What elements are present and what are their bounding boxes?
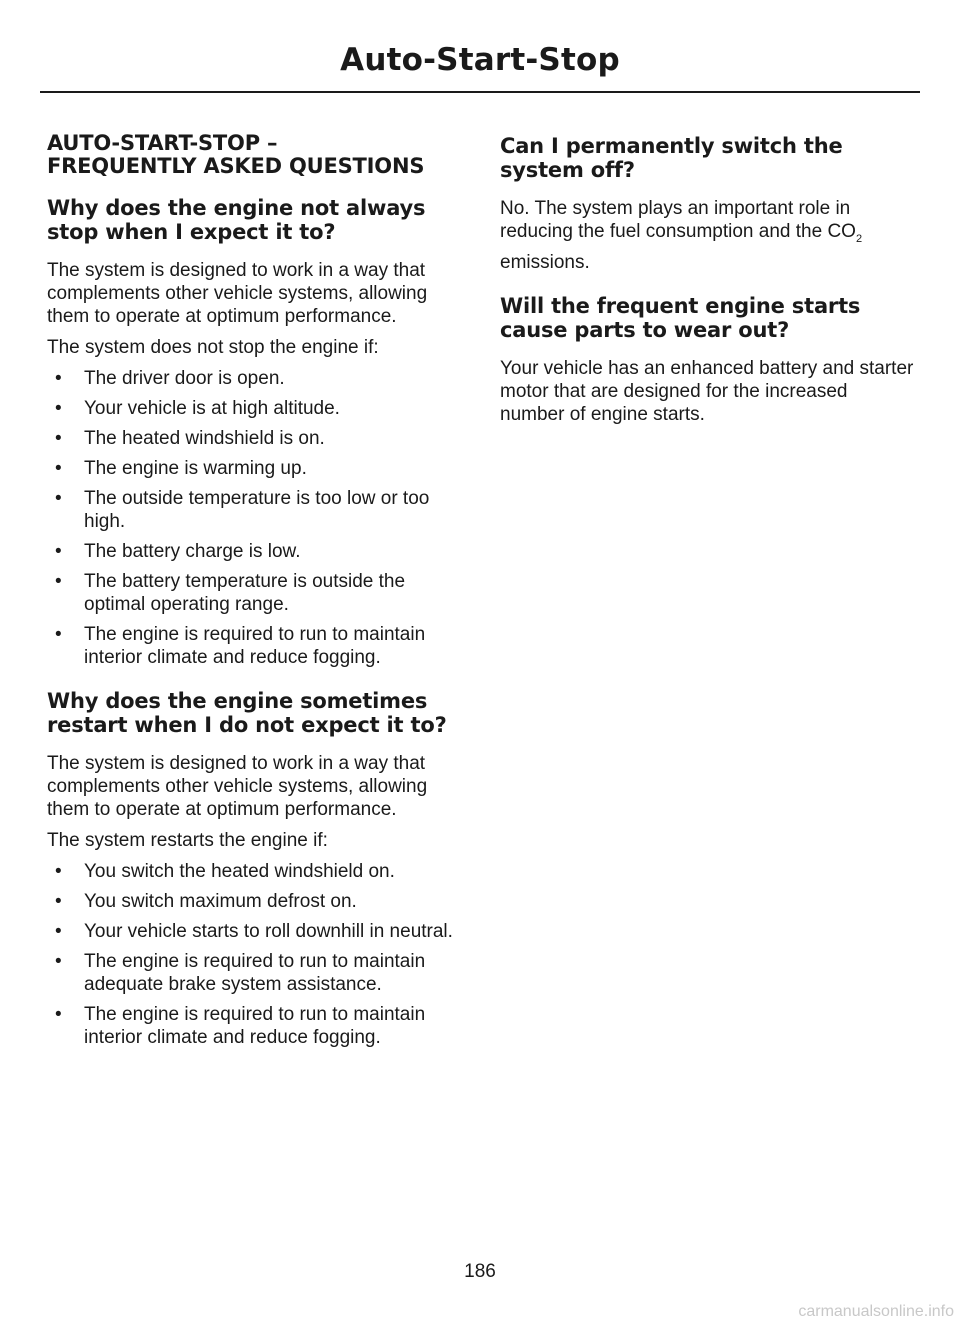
bullet-icon: • [55, 861, 62, 882]
list-item-text: The heated windshield is on. [84, 428, 325, 449]
list-item [47, 397, 461, 420]
list-item-text: The engine is required to run to maintain interior climate and reduce fogging. [84, 1004, 426, 1048]
list-item-text: Your vehicle starts to roll downhill in neutral. [84, 921, 453, 942]
q3-paragraph [500, 197, 914, 274]
q2-bullet-list [47, 860, 461, 1049]
list-item [47, 540, 461, 563]
list-item-text: The engine is warming up. [84, 458, 307, 479]
q4-paragraph: Your vehicle has an enhanced battery and starter motor that are designed for the increased number of engine starts. [500, 357, 914, 425]
bullet-icon: • [55, 428, 62, 449]
list-item [47, 1003, 461, 1049]
list-item-text: You switch maximum defrost on. [84, 891, 357, 912]
bullet-icon: • [55, 921, 62, 942]
q3-text: No. The system plays an important role in reducing the fuel consumption and the CO [500, 198, 856, 242]
list-item-text: The battery temperature is outside the optimal operating range. [84, 571, 406, 615]
page-number: 186 [464, 1261, 496, 1282]
page-header-title: Auto-Start-Stop [340, 42, 620, 78]
list-item [47, 427, 461, 450]
list-item-text: The driver door is open. [84, 368, 285, 389]
q1-paragraph-2: The system does not stop the engine if: [47, 337, 379, 358]
section-title-line1: AUTO-START-STOP – [47, 131, 278, 155]
q2-heading-line2: restart when I do not expect it to? [47, 713, 447, 737]
list-item [47, 860, 461, 883]
q1-heading [47, 196, 461, 244]
list-item [47, 890, 461, 913]
list-item-text: The battery charge is low. [84, 541, 301, 562]
list-item [47, 570, 461, 616]
bullet-icon: • [55, 951, 62, 972]
bullet-icon: • [55, 541, 62, 562]
list-item [47, 950, 461, 996]
q1-heading-line2: stop when I expect it to? [47, 220, 336, 244]
q2-paragraph-2: The system restarts the engine if: [47, 830, 328, 851]
list-item-text: The outside temperature is too low or too high. [84, 488, 430, 532]
list-item [47, 487, 461, 533]
section-title-line2: FREQUENTLY ASKED QUESTIONS [47, 154, 425, 178]
list-item [47, 623, 461, 669]
list-item [47, 457, 461, 480]
q3-heading-line1: Can I permanently switch the [500, 134, 843, 158]
q4-heading-line1: Will the frequent engine starts [500, 293, 861, 318]
bullet-icon: • [55, 398, 62, 419]
bullet-icon: • [55, 624, 62, 645]
bullet-icon: • [55, 891, 62, 912]
list-item-text: The engine is required to run to maintain adequate brake system assistance. [84, 951, 426, 995]
header-divider [40, 91, 920, 93]
list-item-text: You switch the heated windshield on. [84, 861, 395, 882]
q1-heading-line1: Why does the engine not always [47, 196, 426, 220]
co2-subscript: 2 [855, 232, 863, 245]
q1-paragraph-1: The system is designed to work in a way that complements other vehicle systems, allowing them to operate at optimum performance. [47, 260, 428, 327]
q2-heading [47, 689, 461, 737]
q3-heading [500, 134, 914, 182]
list-item [47, 920, 461, 943]
q3-text-end: emissions. [500, 251, 590, 273]
list-item [47, 367, 461, 390]
q4-heading-line2: cause parts to wear out? [500, 317, 790, 342]
q2-heading-line1: Why does the engine sometimes [47, 689, 428, 713]
list-item-text: The engine is required to run to maintain interior climate and reduce fogging. [84, 624, 426, 668]
q4-heading [500, 294, 914, 342]
bullet-icon: • [55, 488, 62, 509]
list-item-text: Your vehicle is at high altitude. [84, 398, 340, 419]
watermark: carmanualsonline.info [798, 1303, 954, 1320]
q1-bullet-list [47, 367, 461, 669]
left-column [47, 132, 461, 1057]
bullet-icon: • [55, 458, 62, 479]
q2-paragraph-1: The system is designed to work in a way that complements other vehicle systems, allowing them to operate at optimum performance. [47, 753, 428, 820]
right-column [500, 134, 914, 434]
bullet-icon: • [55, 1004, 62, 1025]
q3-heading-line2: system off? [500, 158, 635, 182]
section-title [47, 132, 461, 178]
bullet-icon: • [55, 571, 62, 592]
bullet-icon: • [55, 368, 62, 389]
